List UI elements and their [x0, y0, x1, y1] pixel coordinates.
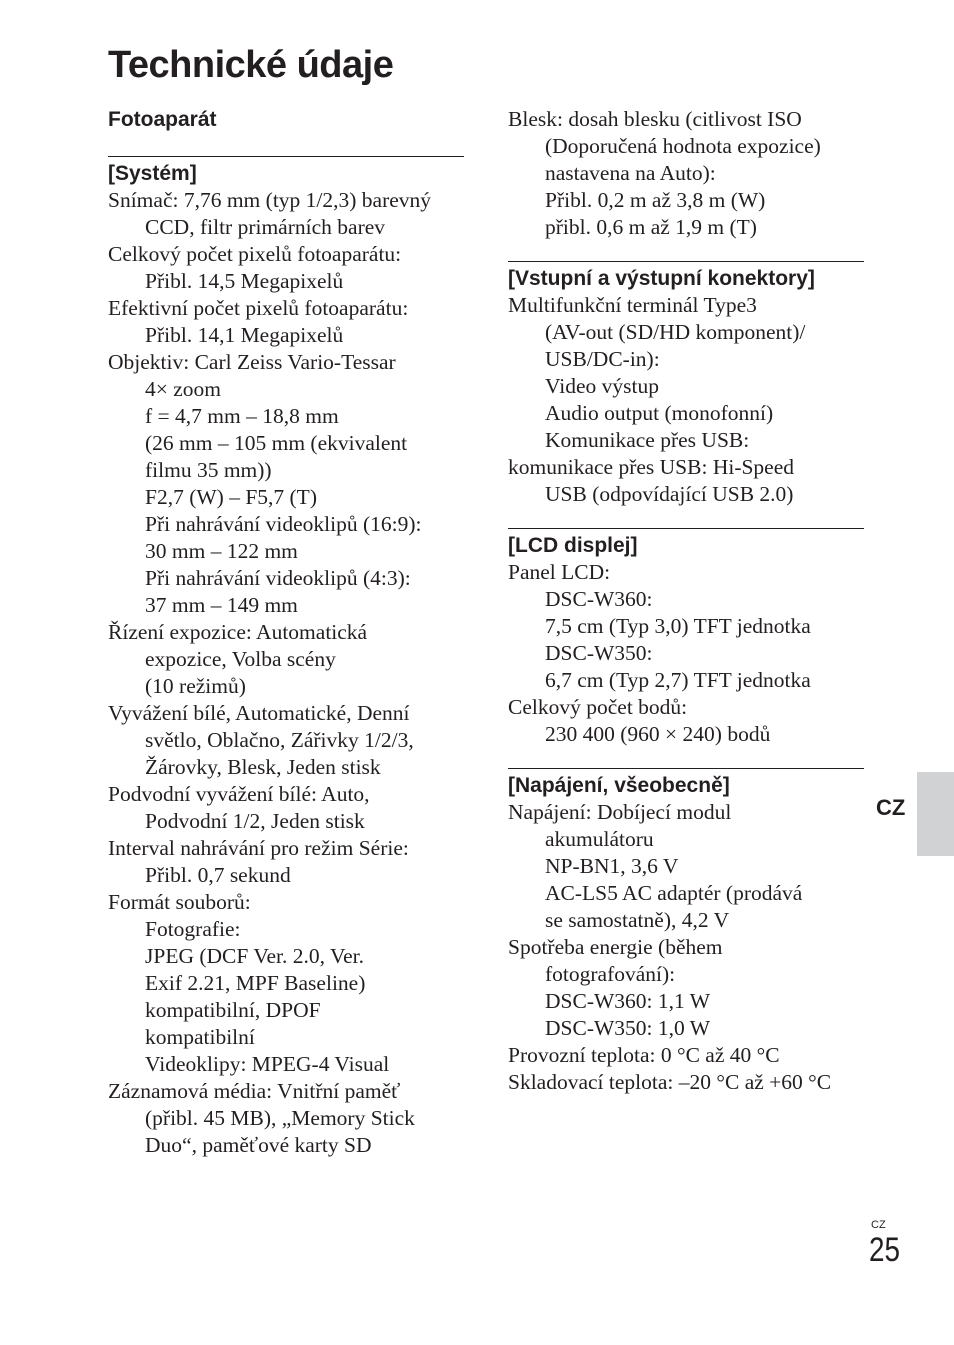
lcd-spec-list — [508, 559, 864, 748]
spec-line: USB (odpovídající USB 2.0) — [545, 482, 794, 506]
spec-line: se samostatně), 4,2 V — [545, 908, 730, 932]
spec-line: 230 400 (960 × 240) bodů — [545, 722, 771, 746]
spec-line: Duo“, paměťové karty SD — [145, 1133, 372, 1157]
spec-line: (26 mm – 105 mm (ekvivalent — [145, 431, 408, 455]
spec-line: 4× zoom — [145, 377, 222, 401]
spec-line: DSC-W360: — [545, 587, 653, 611]
spec-line: Blesk: dosah blesku (citlivost ISO — [508, 107, 802, 131]
section-subtitle: Fotoaparát — [108, 108, 217, 131]
spec-line: NP-BN1, 3,6 V — [545, 854, 679, 878]
spec-line: Objektiv: Carl Zeiss Vario-Tessar — [108, 350, 396, 374]
spec-line: Při nahrávání videoklipů (4:3): — [145, 566, 411, 590]
spec-line: f = 4,7 mm – 18,8 mm — [145, 404, 339, 428]
spec-line: Komunikace přes USB: — [545, 428, 750, 452]
spec-line: Spotřeba energie (během — [508, 935, 723, 959]
spec-line: expozice, Volba scény — [145, 647, 336, 671]
spec-line: Snímač: 7,76 mm (typ 1/2,3) barevný — [108, 188, 432, 212]
connectors-spec-list — [508, 292, 864, 508]
spec-line: DSC-W350: 1,0 W — [545, 1016, 711, 1040]
page-title: Technické údaje — [108, 44, 394, 86]
spec-line: (Doporučená hodnota expozice) — [545, 134, 821, 158]
flash-spec-list — [508, 106, 864, 241]
spec-line: světlo, Oblačno, Zářivky 1/2/3, — [145, 728, 414, 752]
spec-line: 7,5 cm (Typ 3,0) TFT jednotka — [545, 614, 811, 638]
spec-line: Provozní teplota: 0 °C až 40 °C — [508, 1043, 780, 1067]
spec-line: Vyvážení bílé, Automatické, Denní — [108, 701, 410, 725]
spec-line: Formát souborů: — [108, 890, 251, 914]
spec-line: Napájení: Dobíjecí modul — [508, 800, 732, 824]
spec-line: Celkový počet bodů: — [508, 695, 688, 719]
spec-line: 6,7 cm (Typ 2,7) TFT jednotka — [545, 668, 811, 692]
spec-line: (AV-out (SD/HD komponent)/ — [545, 320, 806, 344]
spec-line: Multifunkční terminál Type3 — [508, 293, 757, 317]
spec-line: Přibl. 14,1 Megapixelů — [145, 323, 344, 347]
spec-line: (10 režimů) — [145, 674, 246, 698]
section-heading-system: [Systém] — [108, 156, 464, 187]
spec-line: Přibl. 0,7 sekund — [145, 863, 291, 887]
spec-line: kompatibilní, DPOF — [145, 998, 321, 1022]
spec-line: kompatibilní — [145, 1025, 255, 1049]
language-tab-label: CZ — [876, 795, 906, 820]
spec-line: 30 mm – 122 mm — [145, 539, 298, 563]
spec-line: DSC-W350: — [545, 641, 653, 665]
spec-line: Audio output (monofonní) — [545, 401, 774, 425]
spec-line: Fotografie: — [145, 917, 241, 941]
spec-line: DSC-W360: 1,1 W — [545, 989, 711, 1013]
spec-line: Řízení expozice: Automatická — [108, 620, 368, 644]
left-column — [108, 106, 464, 1159]
spec-line: akumulátoru — [545, 827, 654, 851]
spec-line: 37 mm – 149 mm — [145, 593, 298, 617]
spec-line: přibl. 0,6 m až 1,9 m (T) — [545, 215, 757, 239]
power-spec-list — [508, 799, 864, 1096]
footer-language: CZ — [871, 1219, 886, 1231]
system-spec-list — [108, 187, 464, 1159]
right-column — [508, 106, 864, 1096]
spec-line: Skladovací teplota: –20 °C až +60 °C — [508, 1070, 832, 1094]
spec-line: Přibl. 14,5 Megapixelů — [145, 269, 344, 293]
spec-line: Záznamová média: Vnitřní paměť — [108, 1079, 401, 1103]
spec-line: JPEG (DCF Ver. 2.0, Ver. — [145, 944, 365, 968]
spec-line: (přibl. 45 MB), „Memory Stick — [145, 1106, 415, 1130]
section-heading-connectors: [Vstupní a výstupní konektory] — [508, 261, 864, 292]
section-heading-power: [Napájení, všeobecně] — [508, 768, 864, 799]
spec-line: Interval nahrávání pro režim Série: — [108, 836, 409, 860]
spec-line: Exif 2.21, MPF Baseline) — [145, 971, 366, 995]
spec-line: F2,7 (W) – F5,7 (T) — [145, 485, 317, 509]
spec-line: CCD, filtr primárních barev — [145, 215, 386, 239]
spec-line: Přibl. 0,2 m až 3,8 m (W) — [545, 188, 766, 212]
spec-line: Efektivní počet pixelů fotoaparátu: — [108, 296, 409, 320]
spec-line: Žárovky, Blesk, Jeden stisk — [145, 755, 381, 779]
spec-line: AC-LS5 AC adaptér (prodává — [545, 881, 803, 905]
spec-line: Videoklipy: MPEG-4 Visual — [145, 1052, 390, 1076]
spec-line: Celkový počet pixelů fotoaparátu: — [108, 242, 402, 266]
spec-line: Panel LCD: — [508, 560, 611, 584]
spec-line: nastavena na Auto): — [545, 161, 716, 185]
spec-line: USB/DC-in): — [545, 347, 660, 371]
spec-line: Video výstup — [545, 374, 659, 398]
spec-line: Podvodní vyvážení bílé: Auto, — [108, 782, 370, 806]
spec-line: komunikace přes USB: Hi-Speed — [508, 455, 795, 479]
spec-line: Při nahrávání videoklipů (16:9): — [145, 512, 422, 536]
spec-line: Podvodní 1/2, Jeden stisk — [145, 809, 365, 833]
language-tab — [917, 772, 954, 856]
spec-line: filmu 35 mm)) — [145, 458, 272, 482]
spec-line: fotografování): — [545, 962, 676, 986]
page-number: 25 — [869, 1231, 901, 1269]
section-heading-lcd: [LCD displej] — [508, 528, 864, 559]
